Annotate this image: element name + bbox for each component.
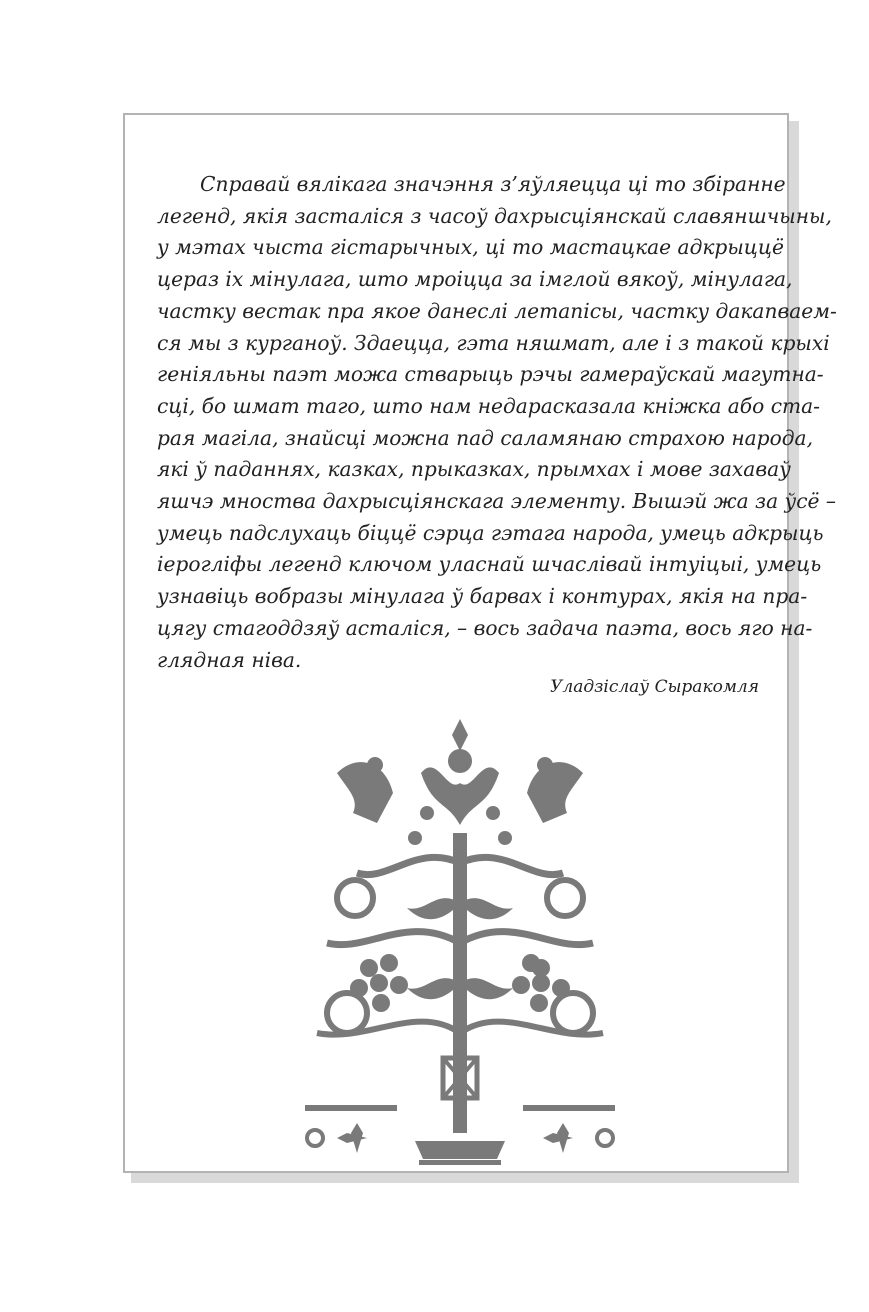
quote-line: частку вестак пра якое данеслі летапісы, частку дакапваем- bbox=[157, 298, 837, 323]
quote-line: які ў паданнях, казках, прыказках, прымхах і мове захаваў bbox=[157, 457, 791, 482]
quote-line: цераз іх мінулага, што мроіцца за імглой вякоў, мінулага, bbox=[157, 267, 793, 292]
quote-line: умець падслухаць біццё сэрца гэтага народа, умець адкрыць bbox=[157, 520, 824, 545]
quote-line: у мэтах чыста гістарычных, ці то мастацкае адкрыццё bbox=[157, 235, 784, 260]
quote-line: геніяльны паэт можа стварыць рэчы гамераўскай магутна- bbox=[157, 362, 824, 387]
page-frame bbox=[123, 113, 837, 1173]
author-signature: Уладзіслаў Сыракомля bbox=[550, 677, 759, 697]
quote-line: сці, бо шмат таго, што нам недарасказала кніжка або ста- bbox=[157, 393, 821, 418]
folk-embroidery-tree-icon bbox=[297, 713, 623, 1171]
quote-line: рая магіла, знайсці можна пад саламянаю страхою народа, bbox=[157, 425, 813, 450]
quote-line: цягу стагоддзяў асталіся, – вось задача паэта, вось яго на- bbox=[157, 615, 813, 640]
quote-text bbox=[157, 169, 837, 676]
quote-line: ся мы з курганоў. Здаецца, гэта няшмат, але і з такой крыхі bbox=[157, 330, 830, 355]
quote-line: Справай вялікага значэння з’яўляецца ці то збіранне bbox=[200, 172, 786, 196]
quote-line: яшчэ мноства дахрысціянскага элементу. Вышэй жа за ўсё – bbox=[157, 489, 836, 514]
quote-line: узнавіць вобразы мінулага ў барвах і контурах, якія на пра- bbox=[157, 584, 808, 609]
quote-line: глядная ніва. bbox=[157, 647, 302, 672]
quote-line: легенд, якія засталіся з часоў дахрысціянскай славяншчыны, bbox=[157, 203, 832, 228]
quote-line: іерогліфы легенд ключом уласнай шчаслівай інтуіцыі, умець bbox=[157, 552, 822, 577]
